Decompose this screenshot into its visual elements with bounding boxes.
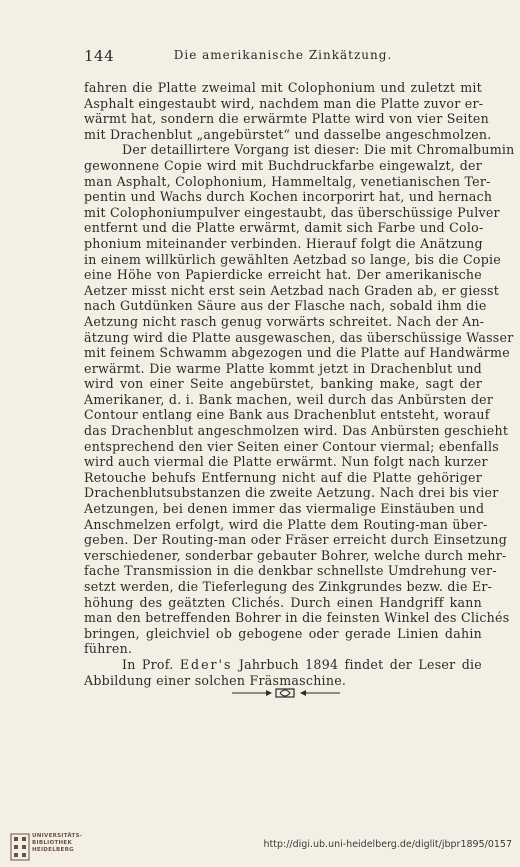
text-line: Aetzung nicht rasch genug vorwärts schreitet. Nach der An- bbox=[84, 313, 485, 329]
author-name: Eder's bbox=[179, 656, 233, 672]
text-line: fahren die Platte zweimal mit Colophonium und zuletzt mit bbox=[84, 80, 482, 95]
page-number: 144 bbox=[84, 47, 115, 65]
text-line: man Asphalt, Colophonium, Hammeltalg, venetianischen Ter- bbox=[84, 173, 491, 189]
text-line: wird auch viermal die Platte erwärmt. Nun folgt nach kurzer bbox=[84, 454, 488, 470]
decorative-ornament bbox=[230, 683, 342, 703]
footer bbox=[0, 827, 520, 867]
library-name bbox=[32, 833, 82, 854]
text-line: eine Höhe von Papierdicke erreicht hat. Der amerikanische bbox=[84, 267, 482, 283]
text-line: verschiedener, sonderbar gebauter Bohrer, welche durch mehr- bbox=[84, 547, 507, 563]
text-line: Retouche behufs Entfernung nicht auf die Platte gehöriger bbox=[84, 469, 482, 485]
text-line bbox=[84, 657, 482, 673]
text-line: mit Colophoniumpulver eingestaubt, das überschüssige Pulver bbox=[84, 204, 500, 220]
library-name-line: UNIVERSITÄTS- bbox=[32, 833, 83, 839]
text-line: wird von einer Seite angebürstet, banking make, sagt der bbox=[84, 376, 482, 392]
page-header bbox=[84, 47, 482, 65]
text-line: Der detaillirtere Vorgang ist dieser: Die mit Chromalbumin bbox=[122, 142, 515, 158]
text-line: pentin und Wachs durch Kochen incorporirt hat, und hernach bbox=[84, 189, 493, 205]
text-line: Amerikaner, d. i. Bank machen, weil durch das Anbürsten der bbox=[84, 391, 494, 407]
text-line: Abbildung einer solchen Fräsmaschine. bbox=[84, 672, 347, 688]
library-name-line: HEIDELBERG bbox=[32, 847, 74, 853]
library-logo[interactable] bbox=[10, 829, 83, 865]
text-line: führen. bbox=[84, 641, 133, 657]
text-line: mit feinem Schwamm abgezogen und die Platte auf Handwärme bbox=[84, 345, 510, 361]
text-line: entfernt und die Platte erwärmt, damit sich Farbe und Colo- bbox=[84, 220, 484, 236]
text-line: man den betreffenden Bohrer in die feinsten Winkel des Clichés bbox=[84, 610, 510, 626]
text-line: Aetzungen, bei denen immer das viermalige Einstäuben und bbox=[84, 501, 485, 517]
text-line: in einem willkürlich gewählten Aetzbad so lange, bis die Copie bbox=[84, 251, 502, 267]
text-line: Asphalt eingestaubt wird, nachdem man die Platte zuvor er- bbox=[84, 95, 484, 111]
text-line: ätzung wird die Platte ausgewaschen, das überschüssige Wasser bbox=[84, 329, 514, 345]
text-line: Anschmelzen erfolgt, wird die Platte dem Routing-man über- bbox=[84, 516, 488, 532]
body-text bbox=[84, 80, 515, 688]
text-line: gewonnene Copie wird mit Buchdruckfarbe eingewalzt, der bbox=[84, 157, 482, 173]
text-line: fache Transmission in die denkbar schnellste Umdrehung ver- bbox=[84, 563, 497, 579]
text-line: bringen, gleichviel ob gebogene oder gerade Linien dahin bbox=[84, 625, 482, 641]
text-line: wärmt hat, sondern die erwärmte Platte wird von vier Seiten bbox=[84, 111, 489, 127]
source-url[interactable]: http://digi.ub.uni-heidelberg.de/diglit/jbpr1895/0157 bbox=[263, 839, 512, 850]
library-name-line: BIBLIOTHEK bbox=[32, 840, 73, 846]
text-line: Aetzer misst nicht erst sein Aetzbad nach Graden ab, er giesst bbox=[84, 282, 500, 298]
text-fragment: Jahrbuch 1894 findet der Leser die bbox=[238, 656, 482, 672]
text-line: setzt werden, die Tieferlegung des Zinkgrundes bezw. die Er- bbox=[84, 579, 493, 594]
running-title: Die amerikanische Zinkätzung. bbox=[173, 48, 393, 62]
paragraph-1 bbox=[84, 80, 492, 142]
text-line: geben. Der Routing-man oder Fräser erreicht durch Einsetzung bbox=[84, 532, 508, 548]
text-line: Contour entlang eine Bank aus Drachenblut entsteht, worauf bbox=[84, 407, 490, 423]
text-line: nach Gutdünken Säure aus der Flasche nach, sobald ihm die bbox=[84, 298, 487, 314]
text-line: Drachenblutsubstanzen die zweite Aetzung. Nach drei bis vier bbox=[84, 485, 499, 501]
text-line: das Drachenblut angeschmolzen wird. Das Anbürsten geschieht bbox=[84, 423, 509, 439]
text-line: höhung des geätzten Clichés. Durch einen Handgriff kann bbox=[84, 594, 482, 610]
library-seal-icon bbox=[10, 833, 30, 861]
text-line: phonium miteinander verbinden. Hierauf folgt die Anätzung bbox=[84, 235, 483, 251]
text-fragment: In Prof. bbox=[122, 656, 174, 672]
paragraph-2 bbox=[84, 142, 515, 657]
text-line: mit Drachenblut „angebürstet“ und dasselbe angeschmolzen. bbox=[84, 126, 492, 142]
text-line: erwärmt. Die warme Platte kommt jetzt in Drachenblut und bbox=[84, 360, 482, 376]
text-line: entsprechend den vier Seiten einer Contour viermal; ebenfalls bbox=[84, 438, 499, 454]
